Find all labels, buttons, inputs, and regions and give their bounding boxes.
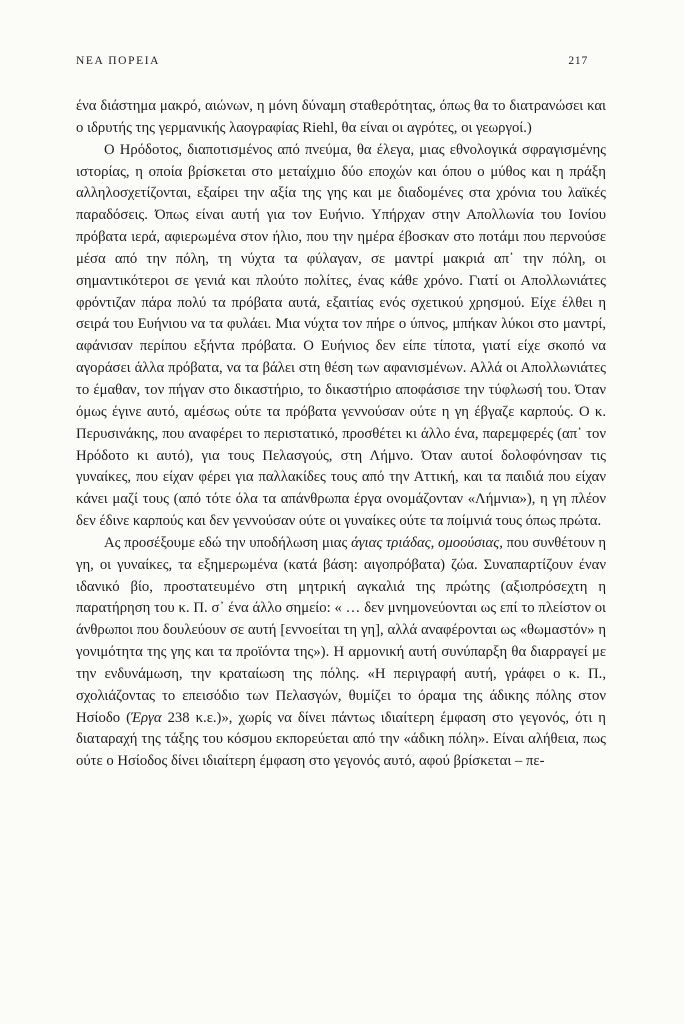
work-title-erga: Έργα — [131, 709, 162, 726]
running-head-title: ΝΕΑ ΠΟΡΕΙΑ — [76, 55, 161, 67]
paragraph-3-segment: 238 κ.ε.)», χωρίς να δίνει πάντως ιδιαίτερη έμφαση στο γεγονός, ότι η διαταραχή της τάξης του κόσμου εκπορεύεται από την «άδικη πόλη». Είναι αλήθεια, πως ούτε ο Ησίοδος δίνει ιδιαίτερη έμφαση στο γεγονός αυτό, αφού βρίσκεται – πε- — [76, 709, 606, 770]
paragraph-3-italic-phrase: άγιας τριάδας, ομοούσιας, — [351, 534, 503, 551]
paragraph-2: Ο Ηρόδοτος, διαποτισμένος από πνεύμα, θα έλεγα, μιας εθνολογικά σφραγισμένης ιστορίας, η οποία βρίσκεται στο μεταίχμιο δύο εποχών και όπου ο μύθος και η πράξη αλληλοσχετίζονται, εξαίρει την αξία της γης και με διαδομένες στα χρόνια του λαϊκές παραδόσεις. Όπως είναι αυτή για τον Ευήνιο. Υπήρχαν στην Απολλωνία του Ιονίου πρόβατα ιερά, αφιερωμένα στον ήλιο, που την ημέρα έβοσκαν στο ποτάμι που περνούσε μέσα από την πόλη, τη νύχτα τα φύλαγαν, σε μαντρί μακριά απ᾽ την πόλη, οι σημαντικότεροι σε γενιά και πλούτο πολίτες, ένας κάθε χρόνο. Γιατί οι Απολλωνιάτες φρόντιζαν πάρα πολύ τα πρόβατα αυτά, εξαιτίας ενός σχετικού χρησμού. Είχε έλθει η σειρά του Ευήνιου να τα φυλάει. Μια νύχτα τον πήρε ο ύπνος, μπήκαν λύκοι στο μαντρί, αφάνισαν περίπου εξήντα πρόβατα. Ο Ευήνιος δεν είπε τίποτα, γιατί είχε σκοπό να αγοράσει άλλα πρόβατα, να τα βάλει στη θέση των αφανισμένων. Αλλά οι Απολλωνιάτες το έμαθαν, τον πήγαν στο δικαστήριο, το δικαστήριο αποφάσισε την τύφλωσή του. Όταν όμως έγινε αυτό, αμέσως ούτε τα πρόβατα γεννούσαν ούτε η γη έβγαζε καρπούς. Ο κ. Περυσινάκης, που αναφέρει το περιστατικό, προσθέτει κι άλλο ένα, παρεμφερές (απ᾽ τον Ηρόδοτο κι αυτό), για τους Πελασγούς, στη Λήμνο. Όταν αυτοί δολοφόνησαν τις γυναίκες, που είχαν φέρει για παλλακίδες τους από την Αττική, και τα παιδιά που είχαν κάνει μαζί τους (από τότε όλα τα απάνθρωπα έργα ονομάζονταν «Λήμνια»), η γη πλέον δεν έδινε καρπούς και δεν γεννούσαν ούτε οι γυναίκες ούτε τα ποίμνιά τους όπως πρώτα. — [76, 141, 606, 530]
paragraph-1: ένα διάστημα μακρό, αιώνων, η μόνη δύναμη σταθερότητας, όπως θα το διατρανώσει και ο ιδρυτής της γερμανικής λαογραφίας Riehl, θα είναι οι αγρότες, οι γεωργοί.) — [76, 98, 606, 136]
paragraph-3-segment: Ας προσέξουμε εδώ την υποδήλωση μιας — [104, 534, 352, 551]
body-text — [76, 96, 606, 773]
paragraph-3 — [76, 533, 606, 773]
paragraph-3-segment: που συνθέτουν η γη, οι γυναίκες, τα εξημερωμένα (κατά βάση: αιγοπρόβατα) ζώα. Συναπαρτίζουν έναν ιδανικό βίο, προστατευμένο στη μητρική αγκαλιά της πρώτης (αξιοπρόσεχτη η παρατήρηση του κ. Π. σ᾽ ένα άλλο σημείο: « … δεν μνημονεύονται ως επί το πλείστον οι άνθρωποι που δουλεύουν σε αυτή [εννοείται τη γη], αλλά αναφέρονται ως «θωμαστόν» η γονιμότητα της γης και τα προϊόντα της»). Η αρμονική αυτή συνύπαρξη θα διαρραγεί με την ενδυνάμωση, την κραταίωση της πόλης. «Η περιγραφή αυτή, γράφει ο κ. Π., σχολιάζοντας το επεισόδιο των Πελασγών, θυμίζει το όραμα της άδικης πόλης στον Ησίοδο ( — [76, 534, 607, 726]
page-number: 217 — [568, 55, 588, 67]
